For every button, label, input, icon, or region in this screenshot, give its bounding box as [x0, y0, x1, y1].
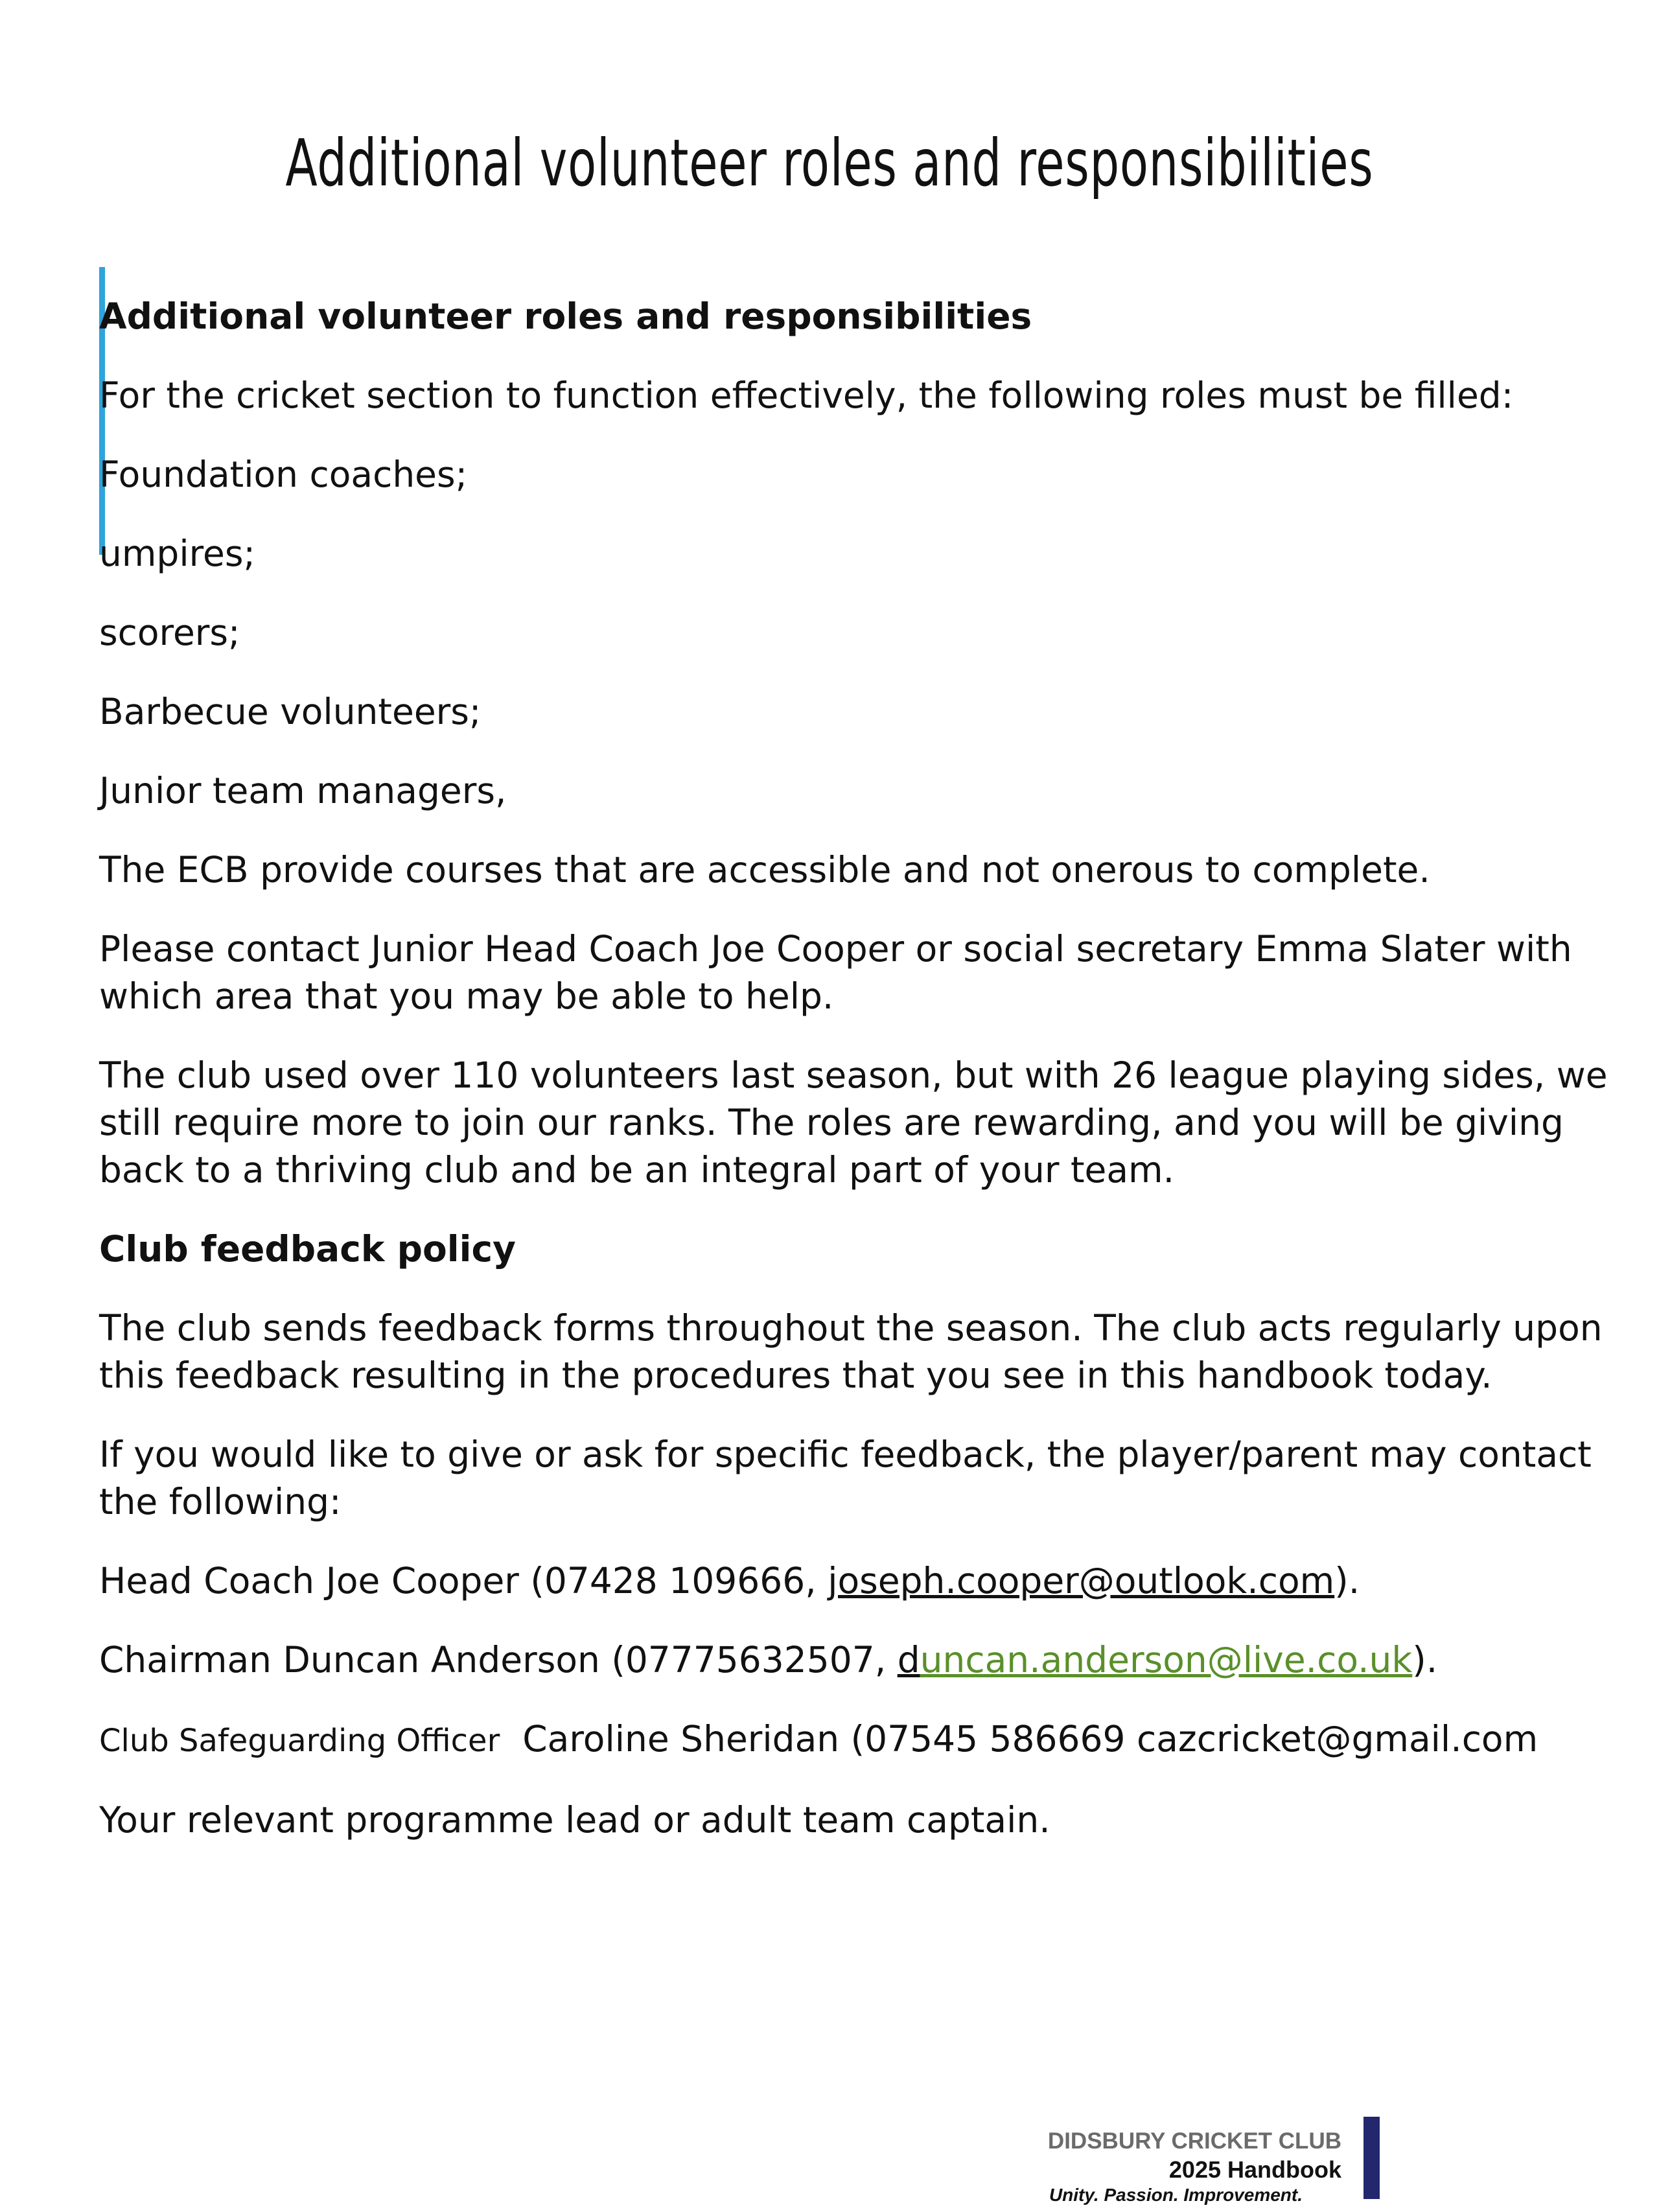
footer-handbook-year: 2025 Handbook	[1168, 2156, 1341, 2183]
intro-paragraph: For the cricket section to function effectively, the following roles must be filled:	[99, 375, 1514, 416]
captain-paragraph: Your relevant programme lead or adult team captain.	[99, 1799, 1050, 1841]
head-coach-suffix: ).	[1334, 1560, 1360, 1601]
role-item: umpires;	[99, 533, 256, 574]
footer-club-name: DIDSBURY CRICKET CLUB	[1047, 2128, 1341, 2154]
chairman-contact	[99, 1636, 1609, 1684]
chairman-suffix: ).	[1412, 1639, 1438, 1681]
safeguarding-details: Caroline Sheridan (07545 586669 cazcricket@gmail.com	[522, 1718, 1538, 1760]
role-item: scorers;	[99, 612, 240, 653]
document-body	[99, 293, 1609, 1876]
safeguarding-contact	[99, 1716, 1609, 1765]
chairman-email-link-start[interactable]: d	[897, 1639, 920, 1681]
specific-feedback-paragraph: If you would like to give or ask for specific feedback, the player/parent may contact the following:	[99, 1434, 1592, 1522]
feedback-forms-paragraph: The club sends feedback forms throughout the season. The club acts regularly upon this feedback resulting in the procedures that you see in this handbook today.	[99, 1307, 1603, 1396]
contact-paragraph: Please contact Junior Head Coach Joe Cooper or social secretary Emma Slater with which area that you may be able to help.	[99, 928, 1572, 1017]
footer-tagline: Unity. Passion. Improvement.	[1049, 2185, 1303, 2205]
footer-accent-bar	[1363, 2117, 1380, 2199]
safeguarding-role: Club Safeguarding Officer	[99, 1723, 500, 1759]
role-item: Barbecue volunteers;	[99, 691, 481, 732]
volunteers-paragraph: The club used over 110 volunteers last season, but with 26 league playing sides, we still require more to join our ranks. The roles are rewarding, and you will be giving back to a thriving club and be an integral part of your team.	[99, 1054, 1608, 1191]
page-title: Additional volunteer roles and responsibilities	[285, 125, 1374, 201]
role-item: Foundation coaches;	[99, 454, 468, 495]
chairman-email-link[interactable]: uncan.anderson@live.co.uk	[920, 1639, 1413, 1681]
head-coach-text: Head Coach Joe Cooper (07428 109666,	[99, 1560, 828, 1601]
section-heading-volunteer-roles: Additional volunteer roles and responsibilities	[99, 296, 1032, 337]
role-item: Junior team managers,	[99, 770, 507, 811]
chairman-text: Chairman Duncan Anderson (07775632507,	[99, 1639, 898, 1681]
section-heading-feedback-policy: Club feedback policy	[99, 1228, 516, 1270]
footer-branding	[1037, 2127, 1341, 2206]
head-coach-contact	[99, 1557, 1609, 1605]
courses-paragraph: The ECB provide courses that are accessible and not onerous to complete.	[99, 849, 1430, 891]
head-coach-email-link[interactable]: joseph.cooper@outlook.com	[828, 1560, 1335, 1601]
